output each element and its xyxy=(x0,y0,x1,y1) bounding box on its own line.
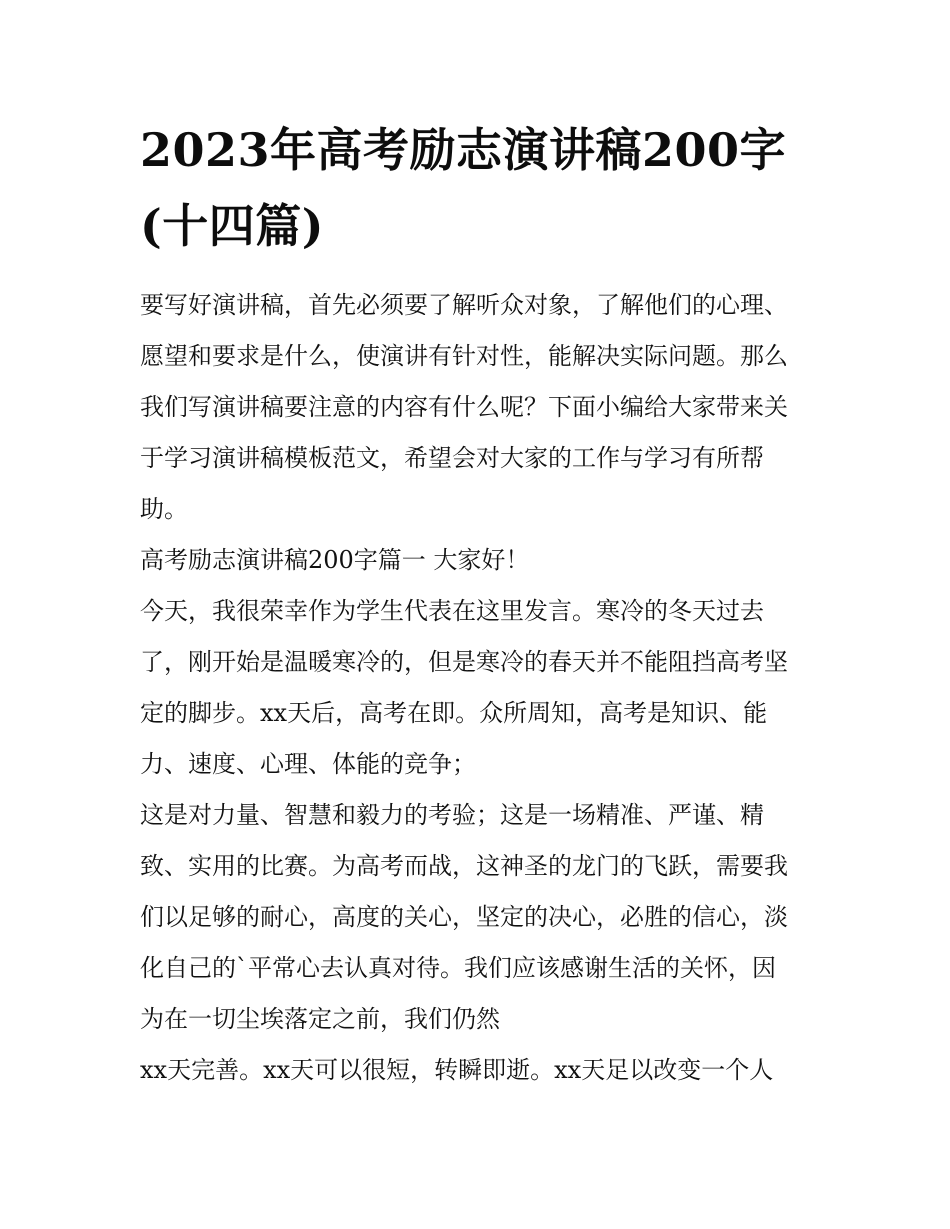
paragraph-body-2 xyxy=(140,790,820,1045)
document-body xyxy=(140,280,820,1096)
text-line: 了，刚开始是温暖寒冷的，但是寒冷的春天并不能阻挡高考坚 xyxy=(140,648,788,676)
text-line: 定的脚步。xx天后，高考在即。众所周知，高考是知识、能 xyxy=(140,699,768,727)
text-line: 愿望和要求是什么，使演讲有针对性，能解决实际问题。那么 xyxy=(140,342,788,370)
text-line: 这是对力量、智慧和毅力的考验；这是一场精准、严谨、精 xyxy=(140,801,764,829)
text-line: xx天完善。xx天可以很短，转瞬即逝。xx天足以改变一个人 xyxy=(140,1056,774,1084)
text-line: 我们写演讲稿要注意的内容有什么呢？下面小编给大家带来关 xyxy=(140,393,788,421)
paragraph-section-heading xyxy=(140,535,820,586)
text-line: 力、速度、心理、体能的竞争； xyxy=(140,750,476,778)
text-line: 们以足够的耐心，高度的关心，坚定的决心，必胜的信心，淡 xyxy=(140,903,788,931)
title-line-2: (十四篇) xyxy=(140,199,325,253)
title-line-1: 2023年高考励志演讲稿200字 xyxy=(140,123,787,177)
text-line: 于学习演讲稿模板范文，希望会对大家的工作与学习有所帮 xyxy=(140,444,764,472)
document-title xyxy=(140,112,820,264)
text-line: 要写好演讲稿，首先必须要了解听众对象，了解他们的心理、 xyxy=(140,291,788,319)
paragraph-intro xyxy=(140,280,820,535)
paragraph-body-3 xyxy=(140,1045,820,1096)
paragraph-body-1 xyxy=(140,586,820,790)
text-line: 为在一切尘埃落定之前，我们仍然 xyxy=(140,1005,500,1033)
text-line: 助。 xyxy=(140,495,188,523)
text-line: 今天，我很荣幸作为学生代表在这里发言。寒冷的冬天过去 xyxy=(140,597,764,625)
text-line: 致、实用的比赛。为高考而战，这神圣的龙门的飞跃，需要我 xyxy=(140,852,788,880)
text-line: 高考励志演讲稿200字篇一 大家好！ xyxy=(140,546,530,574)
text-line: 化自己的`平常心去认真对待。我们应该感谢生活的关怀，因 xyxy=(140,954,776,982)
